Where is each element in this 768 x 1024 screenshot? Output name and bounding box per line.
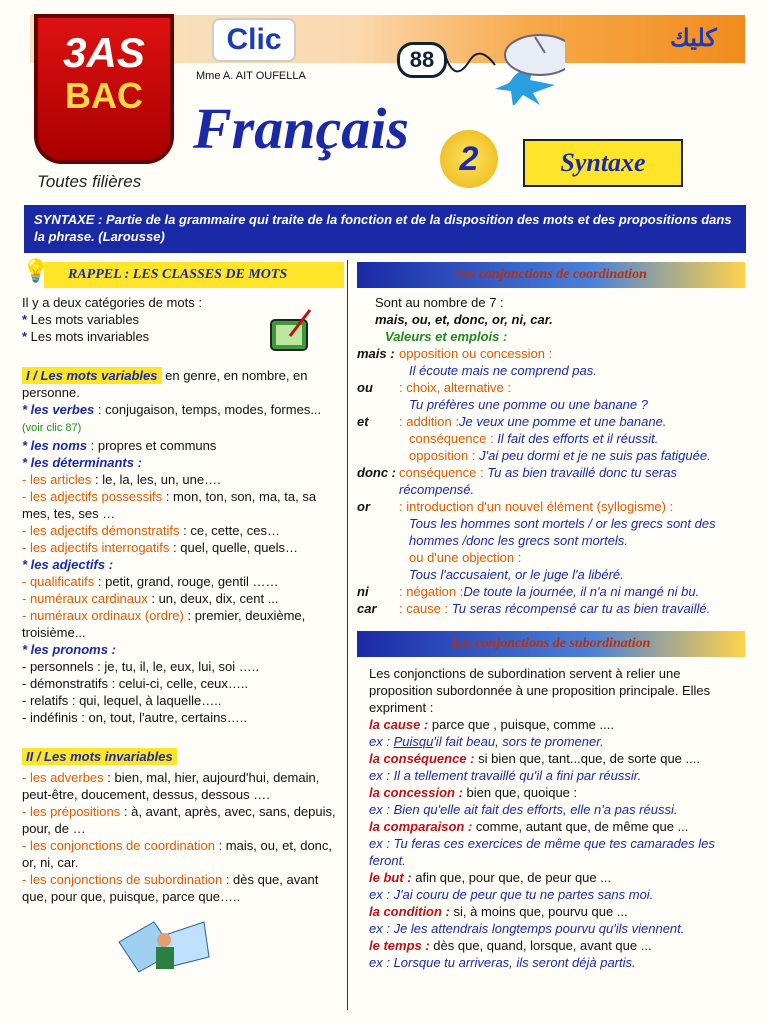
demonstratifs: - les adjectifs démonstratifs : ce, cette, ces…: [22, 523, 280, 538]
tablet-icon: [268, 308, 314, 354]
left-column: [22, 258, 344, 905]
donc-row: donc : conséquence : Tu as bien travaillé donc tu seras récompensé.: [357, 465, 677, 497]
verbes: * les verbes : conjugaison, temps, modes, formes... (voir clic 87): [22, 402, 322, 434]
or-example-2: Tous l'accusaient, or le juge l'a libéré.: [409, 567, 624, 582]
adjectifs: * les adjectifs :: [22, 557, 114, 572]
cat-variables: * Les mots variables: [22, 312, 140, 327]
ou-row: ou : choix, alternative :: [357, 380, 511, 395]
coordination-header: Les conjonctions de coordination: [357, 262, 745, 288]
subordination: - les conjonctions de subordination : dès que, avant que, pour que, puisque, parce que…..: [22, 872, 319, 904]
pronom-item: - démonstratifs : celui-ci, celle, ceux…..: [22, 676, 249, 691]
right-column: [357, 262, 745, 971]
lightbulb-icon: 💡: [22, 258, 50, 283]
sub-intro: Les conjonctions de subordination servent à relier une proposition subordonnée à une proposition principale. Elles expriment :: [369, 666, 711, 715]
badge-bottom: BAC: [65, 75, 143, 116]
part-number: 2: [440, 130, 498, 188]
ou-example: Tu préfères une pomme ou une banane ?: [409, 397, 648, 412]
definition-bar: SYNTAXE : Partie de la grammaire qui traite de la fonction et de la disposition des mots et des propositions dans la phrase. (Larousse): [24, 205, 746, 253]
invariables-section: II / Les mots invariables: [22, 748, 344, 765]
clic-logo: Clic: [212, 18, 296, 62]
column-divider: [347, 260, 348, 1010]
or-example: Tous les hommes sont mortels / or les grecs sont des hommes /donc les grecs sont mortels.: [409, 516, 716, 548]
page-title: Français: [193, 96, 409, 161]
car-row: car : cause : Tu seras récompensé car tu as bien travaillé.: [357, 601, 711, 616]
topic-box: Syntaxe: [523, 139, 683, 187]
coord-intro: Sont au nombre de 7 :: [375, 295, 504, 310]
et-row-2: conséquence : Il fait des efforts et il réussit.: [409, 431, 659, 446]
prepositions: - les prépositions : à, avant, après, avec, sans, depuis, pour, de …: [22, 804, 336, 836]
intro-text: Il y a deux catégories de mots :: [22, 295, 202, 310]
student-illustration-icon: [114, 912, 214, 982]
mais-example: Il écoute mais ne comprend pas.: [409, 363, 597, 378]
issue-number: 88: [397, 42, 447, 78]
or-objection: ou d'une objection :: [409, 550, 522, 565]
bac-badge: [34, 14, 174, 164]
cardinaux: - numéraux cardinaux : un, deux, dix, cent ...: [22, 591, 279, 606]
possessifs: - les adjectifs possessifs : mon, ton, son, ma, ta, sa mes, tes, ses …: [22, 489, 317, 521]
pronom-item: - personnels : je, tu, il, le, eux, lui, soi …..: [22, 659, 259, 674]
coordination: - les conjonctions de coordination : mais, ou, et, donc, or, ni, car.: [22, 838, 333, 870]
filieres: Toutes filières: [37, 172, 142, 191]
pronom-item: - relatifs : qui, lequel, à laquelle…..: [22, 693, 222, 708]
determinants: * les déterminants :: [22, 455, 142, 470]
ni-row: ni : négation : De toute la journée, il n'a ni mangé ni bu.: [357, 584, 700, 599]
adverbes: - les adverbes : bien, mal, hier, aujourd'hui, demain, peut-être, doucement, dessus, dessous ….: [22, 770, 320, 802]
computer-mouse-icon: [445, 25, 565, 105]
badge-top: 3AS: [63, 29, 145, 76]
articles: - les articles : le, la, les, un, une….: [22, 472, 221, 487]
sub-list: la cause : parce que , puisque, comme .... ex : Puisqu'il fait beau, sors te promener. la conséquence : si bien que, tant...que, de sorte que .... ex : Il a tellement travaillé qu'il a fini par réussir. la concession : bien que, quoique : ex : Bien qu'elle ait fait des efforts, elle n'a pas réussi. la comparaison : comme, autant que, de même que ... ex : Tu feras ces exercices de même que tes camarades les feront. le but : afin que, pour que, de peur que ... ex : J'ai couru de peur que tu ne partes sans moi. la condition : si, à moins que, pourvu que ... ex : Je les attendrais longtemps pourvu qu'ils viennent. le temps : dès que, quand, lorsque, avant que ... ex : Lorsque tu arriveras, ils seront déjà partis.: [369, 717, 715, 970]
coord-list: mais, ou, et, donc, or, ni, car.: [375, 312, 553, 327]
pronoms: * les pronoms :: [22, 642, 116, 657]
interrogatifs: - les adjectifs interrogatifs : quel, quelle, quels…: [22, 540, 299, 555]
noms: * les noms : propres et communs: [22, 438, 217, 453]
valeurs-title: Valeurs et emplois :: [385, 329, 508, 344]
et-row: et : addition : Je veux une pomme et une banane.: [357, 414, 667, 429]
author: Mme A. AIT OUFELLA: [196, 70, 306, 82]
subordination-header: Les conjonctions de subordination: [357, 631, 745, 657]
pronom-item: - indéfinis : on, tout, l'autre, certains…..: [22, 710, 248, 725]
arabic-logo: كليك: [670, 25, 717, 52]
mais-row: mais : opposition ou concession :: [357, 346, 553, 361]
qualificatifs: - qualificatifs : petit, grand, rouge, gentil ……: [22, 574, 279, 589]
cat-invariables: * Les mots invariables: [22, 329, 150, 344]
ordinaux: - numéraux ordinaux (ordre) : premier, deuxième, troisième...: [22, 608, 306, 640]
et-row-3: opposition : J'ai peu dormi et je ne suis pas fatiguée.: [409, 448, 711, 463]
variables-section: I / Les mots variables en genre, en nombre, en personne.: [22, 368, 308, 400]
rappel-header: RAPPEL : LES CLASSES DE MOTS: [44, 262, 344, 288]
or-row: or : introduction d'un nouvel élément (syllogisme) :: [357, 499, 674, 514]
